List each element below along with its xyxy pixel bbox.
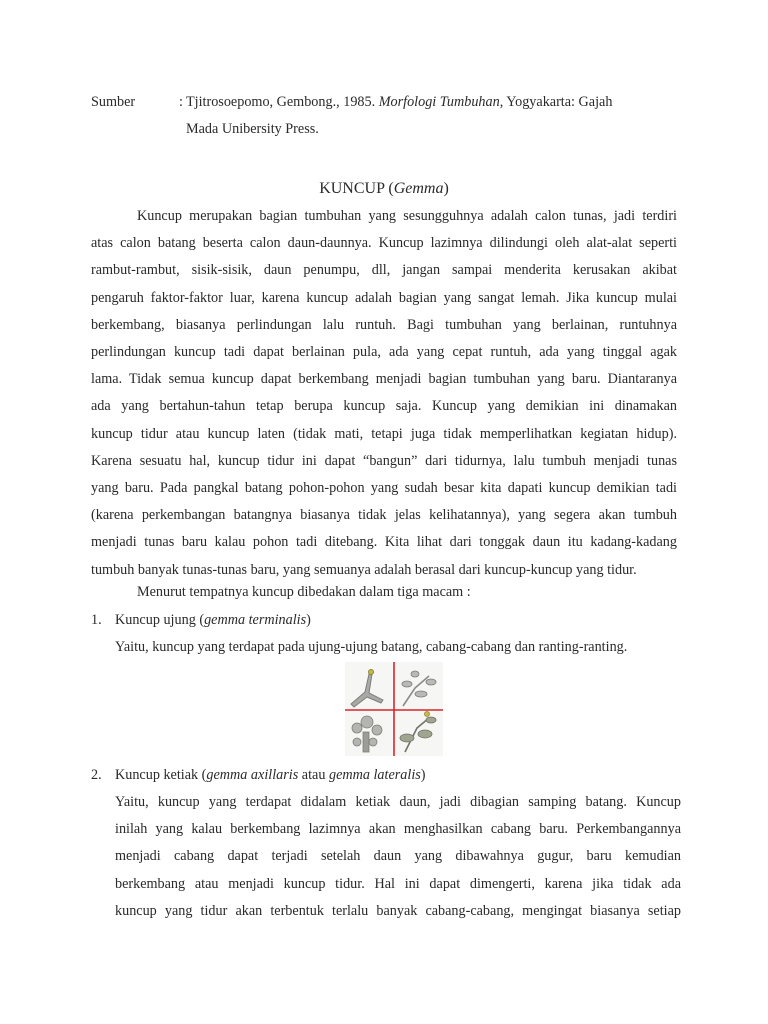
list-number-1: 1. (91, 612, 102, 628)
item2-label: Kuncup ketiak ( (115, 767, 207, 783)
list-item-2-title (115, 767, 426, 784)
text-line: Yaitu, kuncup yang terdapat didalam ketiak daun, jadi dibagian samping batang. Kuncup (115, 794, 681, 810)
item1-italic: gemma terminalis (204, 612, 307, 628)
source-citation-line2: Mada Unibersity Press. (186, 121, 319, 137)
list-number-2: 2. (91, 767, 102, 783)
text-line: berkembang atau menjadi kuncup tidur. Hal ini dapat dimengerti, karena jika tidak ada (115, 875, 681, 892)
source-colon: : (179, 94, 183, 110)
text-line: perlindungan kuncup tadi dapat berlainan pula, ada yang cepat runtuh, ada yang tinggal agak (91, 344, 677, 360)
page-title (0, 180, 768, 198)
list-item-1-description: Yaitu, kuncup yang terdapat pada ujung-ujung batang, cabang-cabang dan ranting-ranting. (115, 639, 628, 655)
text-line: tumbuh banyak tunas-tunas baru, yang semuanya adalah berasal dari kuncup-kuncup yang tidur. (91, 561, 637, 578)
text-line: kuncup tidur atau kuncup laten (tidak mati, tetapi juga tidak memperlihatkan kegiatan hidup). (91, 425, 677, 442)
terminal-bud-branch-icon (351, 670, 383, 708)
text-line: inilah yang kalau berkembang lazimnya akan menghasilkan cabang baru. Perkembangannya (115, 821, 681, 838)
citation-author: Tjitrosoepomo, Gembong., 1985. (186, 94, 379, 110)
leafy-branch-icon (402, 671, 436, 706)
item2-middle: atau (298, 767, 329, 783)
text-line: yang baru. Pada pangkal batang pohon-pohon yang sudah besar kita dapati kuncup demikian tadi (91, 480, 677, 496)
text-line: lama. Tidak semua kuncup dapat berkembang menjadi bagian tumbuhan yang baru. Diantaranya (91, 371, 677, 388)
text-line: pengaruh faktor-faktor luar, karena kuncup adalah bagian yang sangat lemah. Jika kuncup mulai (91, 289, 677, 306)
item1-close: ) (306, 612, 311, 628)
list-item-1-title (115, 612, 311, 629)
text-line: Karena sesuatu hal, kuncup tidur ini dapat “bangun” dari tidurnya, lalu tumbuh menjadi tunas (91, 452, 677, 469)
item2-italic-axillaris: gemma axillaris (206, 767, 299, 783)
text-line: menjadi tunas baru kalau pohon tadi ditebang. Kita lihat dari tonggak daun itu kadang-kadang (91, 534, 677, 551)
title-close: ) (443, 180, 449, 197)
multi-shoot-plant-icon (352, 716, 382, 752)
axillary-bud-stem-icon (400, 712, 436, 753)
item2-italic-lateralis: gemma lateralis (328, 767, 421, 783)
text-line: ada yang bertahun-tahun tetap berupa kuncup saja. Kuncup yang demikian ini dinamakan (91, 398, 677, 415)
item2-close: ) (420, 767, 426, 783)
item1-label: Kuncup ujung ( (115, 612, 205, 628)
text-line: menjadi cabang dapat terjadi setelah daun yang dibawahnya gugur, baru kemudian (115, 848, 681, 865)
text-line: Kuncup merupakan bagian tumbuhan yang sesungguhnya adalah calon tunas, jadi terdiri (137, 208, 677, 224)
text-line: rambut-rambut, sisik-sisik, daun penumpu, dll, jangan sampai menderita kerusakan akibat (91, 262, 677, 279)
title-italic: Gemma (393, 180, 444, 197)
citation-book-title: Morfologi Tumbuhan (378, 94, 500, 110)
title-main: KUNCUP ( (319, 180, 394, 197)
text-line: atas calon batang beserta calon daun-daunnya. Kuncup lazimnya dilindungi oleh alat-alat seperti (91, 235, 677, 252)
source-citation (186, 94, 646, 111)
bud-illustration-figure (345, 662, 443, 756)
citation-publisher: , Yogyakarta: Gajah (499, 94, 613, 110)
text-line: kuncup yang tidur akan terbentuk terlalu banyak cabang-cabang, mengingat biasanya setiap (115, 902, 681, 919)
list-intro: Menurut tempatnya kuncup dibedakan dalam tiga macam : (137, 584, 471, 600)
text-line: (karena perkembangan batangnya biasanya tidak jelas kelihatannya), yang segera akan tumbuh (91, 507, 677, 524)
text-line: berkembang, biasanya perlindungan lalu runtuh. Bagi tumbuhan yang berlainan, runtuhnya (91, 316, 677, 333)
bud-illustration (345, 662, 443, 756)
source-label: Sumber (91, 94, 136, 110)
